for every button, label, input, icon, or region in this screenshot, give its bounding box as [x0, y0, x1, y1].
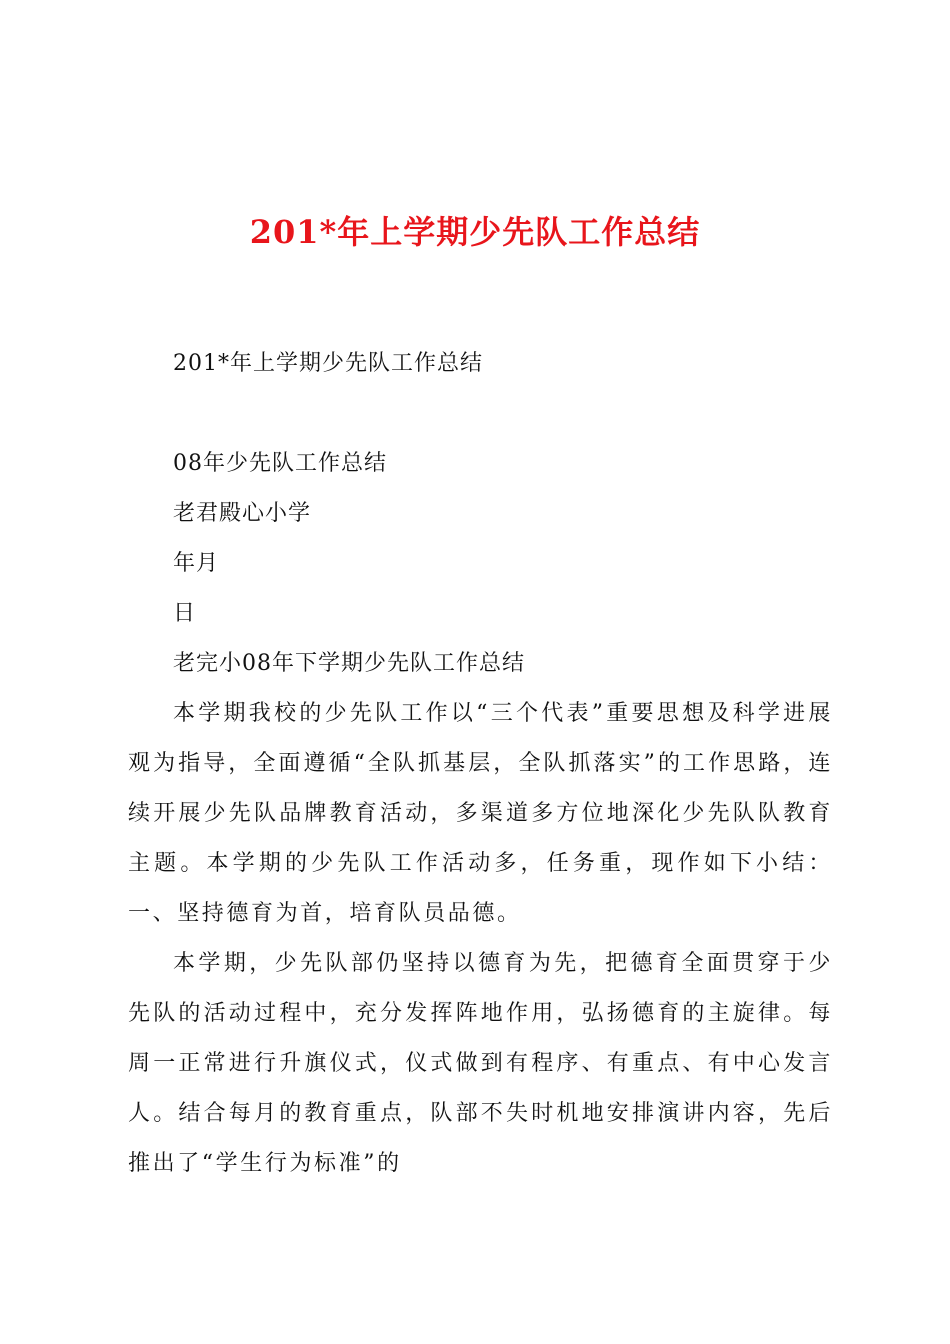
text-line-school-name: 老君殿心小学 — [173, 501, 312, 526]
document-subtitle: 201*年上学期少先队工作总结 — [173, 351, 483, 376]
text-line-section-heading: 老完小08年下学期少先队工作总结 — [173, 651, 525, 676]
body-paragraph-2: 本学期，少先队部仍坚持以德育为先，把德育全面贯穿于少先队的活动过程中，充分发挥阵地作用，弘扬德育的主旋律。每周一正常进行升旗仪式，仪式做到有程序、有重点、有中心发言人。结合每月的教育重点，队部不失时机地安排演讲内容，先后推出了“学生行为标准”的 — [128, 951, 833, 1176]
body-paragraph-1: 本学期我校的少先队工作以“三个代表”重要思想及科学进展观为指导，全面遵循“全队抓基层，全队抓落实”的工作思路，连续开展少先队品牌教育活动，多渠道多方位地深化少先队队教育主题。本学期的少先队工作活动多，任务重，现作如下小结：一、坚持德育为首，培育队员品德。 — [128, 701, 833, 926]
text-line-year-month: 年月 — [173, 551, 220, 576]
text-line-day: 日 — [173, 601, 197, 626]
text-line-year-summary: 08年少先队工作总结 — [173, 451, 387, 476]
document-title: 201*年上学期少先队工作总结 — [249, 213, 701, 251]
